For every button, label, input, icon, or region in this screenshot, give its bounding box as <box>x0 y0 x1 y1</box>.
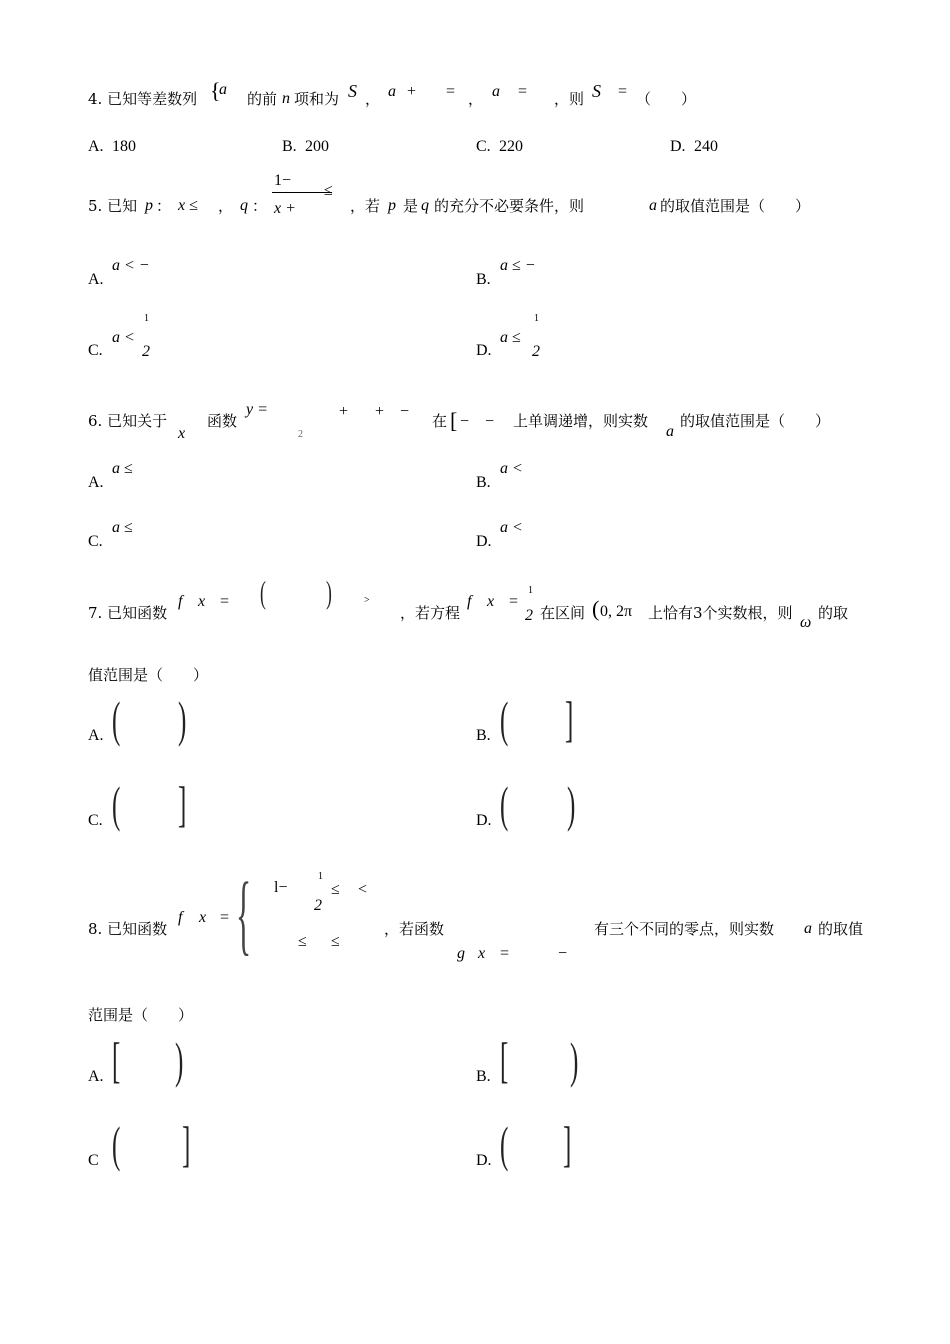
q5-prefix: 5. 已知 <box>88 197 138 215</box>
q7-left-paren: ( <box>260 574 266 610</box>
q8-geq: = <box>500 945 510 962</box>
q7-text-2: 在区间 <box>540 604 586 622</box>
q8-option-c-right: ] <box>182 1116 191 1172</box>
q6-bracket: [ <box>450 408 458 433</box>
q5-option-d-bot: 2 <box>532 343 540 360</box>
q4-blank: （ ） <box>636 90 697 108</box>
q7-text-1: ，若方程 <box>400 604 461 622</box>
q7-option-a-right: ) <box>178 691 187 747</box>
q6-neg-2: − <box>485 413 495 430</box>
q7-f: f <box>178 593 183 610</box>
q5-option-b-expr: a ≤ − <box>500 257 536 274</box>
q5-a: a <box>649 197 657 214</box>
q5-q: q <box>240 197 248 214</box>
q6-neg-1: − <box>460 413 470 430</box>
q5-option-c-label: C. <box>88 342 103 359</box>
q4-n: n <box>282 90 290 107</box>
q4-text-2: 项和为 <box>294 90 340 108</box>
q7-frac-bot: 2 <box>525 607 533 624</box>
q6-option-d-label: D. <box>476 533 492 550</box>
q8-option-d-right: ] <box>563 1116 572 1172</box>
q4-option-b-label: B. <box>282 138 297 155</box>
q6-option-b-expr: a < <box>500 460 523 477</box>
q7-x: x <box>198 593 206 610</box>
q8-text-1: ，若函数 <box>384 920 445 938</box>
q5-frac-den: x + <box>274 200 296 217</box>
q8-a: a <box>804 920 812 937</box>
q7-frac-top: 1 <box>528 585 533 596</box>
q4-a2: a <box>492 83 500 100</box>
q8-option-a-left: [ <box>112 1032 121 1088</box>
q5-option-c-bot: 2 <box>142 343 150 360</box>
q7-f2: f <box>467 593 472 610</box>
q7-text-4: 的取 <box>818 604 849 622</box>
q6-option-a-expr: a ≤ <box>112 460 133 477</box>
q4-eq-2: = <box>518 83 528 100</box>
q7-text-3: 上恰有3个实数根，则 <box>648 604 793 622</box>
q8-option-b-label: B. <box>476 1068 491 1085</box>
q4-option-a-label: A. <box>88 138 104 155</box>
q7-option-d-right: ) <box>567 776 576 832</box>
q6-prefix: 6. 已知关于 <box>88 412 168 430</box>
q8-row1-lt: < <box>358 881 368 898</box>
q7-option-c-left: ( <box>112 776 121 832</box>
q7-eq: = <box>220 593 230 610</box>
q6-option-a-label: A. <box>88 474 104 491</box>
q5-frac-num: 1− <box>274 172 292 189</box>
q4-option-b-value: 200 <box>305 138 329 155</box>
q4-option-c-label: C. <box>476 138 491 155</box>
q8-row2-le-2: ≤ <box>331 933 340 950</box>
q6-y: y = <box>246 401 268 418</box>
q5-fraction-bar <box>272 192 332 193</box>
q8-g: g <box>457 945 465 962</box>
q4-comma-2: ， <box>468 90 484 108</box>
q8-option-c-left: ( <box>112 1116 121 1172</box>
q8-text-3: 的取值 <box>818 920 864 938</box>
q6-minus: − <box>400 403 410 420</box>
q7-prefix: 7. 已知函数 <box>88 604 168 622</box>
q8-option-c-label: C <box>88 1152 99 1169</box>
q4-option-d-label: D. <box>670 138 686 155</box>
q6-plus-1: + <box>339 403 349 420</box>
q4-eq-1: = <box>446 83 456 100</box>
q5-colon-2: ： <box>252 197 268 215</box>
q5-text-3: 的充分不必要条件，则 <box>434 197 585 215</box>
q5-p-expr: x ≤ <box>178 197 198 214</box>
q7-eq2: = <box>509 593 519 610</box>
q7-interval-paren: ( <box>592 596 600 621</box>
q5-option-a-label: A. <box>88 271 104 288</box>
q7-x2: x <box>487 593 495 610</box>
q7-omega: ω <box>800 614 812 631</box>
q8-row2-le-1: ≤ <box>298 933 307 950</box>
q6-option-d-expr: a < <box>500 519 523 536</box>
q6-text-4: 的取值范围是（ ） <box>680 412 831 430</box>
q5-option-d-top: 1 <box>534 313 539 324</box>
q8-row1-expr: l− <box>274 879 288 896</box>
q4-option-a-value: 180 <box>112 138 136 155</box>
q7-option-a-left: ( <box>112 691 121 747</box>
q8-row1-le: ≤ <box>331 881 340 898</box>
q5-q2: q <box>421 197 429 214</box>
q8-option-a-label: A. <box>88 1068 104 1085</box>
q6-text-1: 函数 <box>207 412 238 430</box>
q8-line-2: 范围是（ ） <box>88 1006 194 1024</box>
q8-row1-top: 1 <box>318 871 323 882</box>
q6-x: x <box>178 425 186 442</box>
q7-right-paren: ) <box>326 574 332 610</box>
q8-f: f <box>178 909 183 926</box>
q7-line-2: 值范围是（ ） <box>88 666 209 684</box>
q7-option-b-label: B. <box>476 727 491 744</box>
q5-text-2: 是 <box>403 197 419 215</box>
q8-option-a-right: ) <box>175 1032 184 1088</box>
q5-option-b-label: B. <box>476 271 491 288</box>
q7-interval: 0, 2π <box>600 603 633 620</box>
q5-text-4: 的取值范围是（ ） <box>660 197 811 215</box>
q5-p2: p <box>388 197 396 214</box>
q5-option-d-label: D. <box>476 342 492 359</box>
q6-option-c-expr: a ≤ <box>112 519 133 536</box>
q6-option-c-label: C. <box>88 533 103 550</box>
q4-plus: + <box>407 83 417 100</box>
q5-text-1: ，若 <box>350 197 381 215</box>
q5-le: ≤ <box>324 182 333 199</box>
q8-option-b-left: [ <box>500 1032 509 1088</box>
q8-option-d-left: ( <box>500 1116 509 1172</box>
q7-option-b-left: ( <box>500 691 509 747</box>
q7-option-a-label: A. <box>88 727 104 744</box>
q8-option-d-label: D. <box>476 1152 492 1169</box>
q4-a0: a <box>219 81 227 98</box>
q7-gt: > <box>364 595 370 606</box>
q6-two: 2 <box>298 429 303 440</box>
q6-plus-2: + <box>375 403 385 420</box>
q8-gminus: − <box>558 945 568 962</box>
q4-prefix: 4. 已知等差数列 <box>88 90 198 108</box>
q4-S2: S <box>592 81 601 101</box>
q4-S: S <box>348 81 357 101</box>
q8-prefix: 8. 已知函数 <box>88 920 168 938</box>
q4-text-then: ，则 <box>554 90 585 108</box>
q4-option-c-value: 220 <box>499 138 523 155</box>
q5-option-a-expr: a < − <box>112 257 150 274</box>
q6-option-b-label: B. <box>476 474 491 491</box>
q8-eq: = <box>220 909 230 926</box>
q5-option-c-top: 1 <box>144 313 149 324</box>
q5-p: p <box>145 197 153 214</box>
q6-text-3: 上单调递增，则实数 <box>513 412 649 430</box>
q7-option-d-label: D. <box>476 812 492 829</box>
q6-text-2: 在 <box>432 412 448 430</box>
q7-option-d-left: ( <box>500 776 509 832</box>
q5-option-d-expr: a ≤ <box>500 329 521 346</box>
q4-a1: a <box>388 83 396 100</box>
q6-a: a <box>666 423 674 440</box>
q4-brace: { <box>210 78 221 103</box>
q5-comma-1: ， <box>218 197 234 215</box>
q8-x: x <box>199 909 207 926</box>
q4-eq-3: = <box>618 83 628 100</box>
q8-row1-bot: 2 <box>314 897 322 914</box>
q4-text-1: 的前 <box>247 90 278 108</box>
q5-option-c-expr: a < <box>112 329 135 346</box>
q7-option-b-right: ] <box>565 691 574 747</box>
q8-text-2: 有三个不同的零点，则实数 <box>594 920 775 938</box>
q8-brace: { <box>236 865 252 964</box>
q4-comma-1: ， <box>365 90 381 108</box>
q8-gx: x <box>478 945 486 962</box>
q7-option-c-right: ] <box>178 776 187 832</box>
q7-option-c-label: C. <box>88 812 103 829</box>
q5-colon-1: ： <box>156 197 172 215</box>
q4-option-d-value: 240 <box>694 138 718 155</box>
q8-option-b-right: ) <box>570 1032 579 1088</box>
